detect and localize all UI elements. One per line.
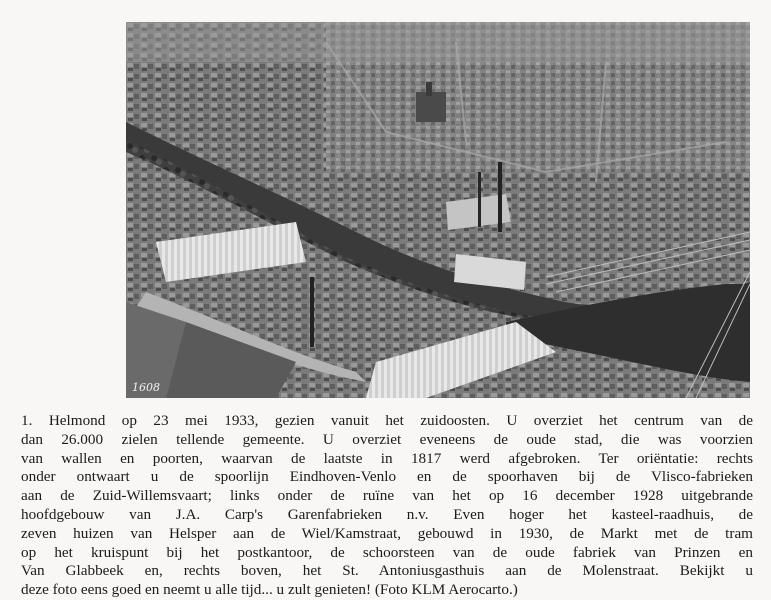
caption-line: deze foto eens goed en neemt u alle tijd... u zult genieten! (Foto KLM Aerocarto.) bbox=[21, 581, 518, 599]
aerial-photo-graphic bbox=[126, 22, 750, 398]
caption-line: van wallen en poorten, waarvan de laatste in 1817 werd afgebroken. Ter oriëntatie: rechts bbox=[21, 449, 753, 467]
caption-line: aan de Zuid-Willemsvaart; links onder de ruïne van het op 16 december 1928 uitgebrande bbox=[21, 487, 753, 505]
caption-line: hoofdgebouw van J.A. Carp's Garenfabrieken n.v. Even hoger het kasteel-raadhuis, de bbox=[21, 505, 753, 523]
photo-number-mark: 1608 bbox=[132, 381, 160, 394]
photo-caption bbox=[21, 412, 753, 600]
caption-line: Van Glabbeek en, rechts boven, het St. Antoniusgasthuis aan de Molenstraat. Bekijkt u bbox=[21, 562, 753, 580]
aerial-photograph bbox=[126, 22, 750, 398]
caption-line: op het kruispunt bij het postkantoor, de schoorsteen van de oude fabriek van Prinzen en bbox=[21, 543, 753, 561]
caption-line: 1. Helmond op 23 mei 1933, gezien vanuit het zuidoosten. U overziet het centrum van de bbox=[21, 412, 753, 429]
caption-line: dan 26.000 zielen tellende gemeente. U overziet eveneens de oude stad, die was voorzien bbox=[21, 430, 753, 448]
caption-line: zeven huizen van Helsper aan de Wiel/Kamstraat, gebouwd in 1930, de Markt met de tram bbox=[21, 524, 753, 542]
caption-line: onder ontwaart u de spoorlijn Eindhoven-Venlo en de spoorhaven bij de Vlisco-fabrieken bbox=[21, 468, 753, 486]
